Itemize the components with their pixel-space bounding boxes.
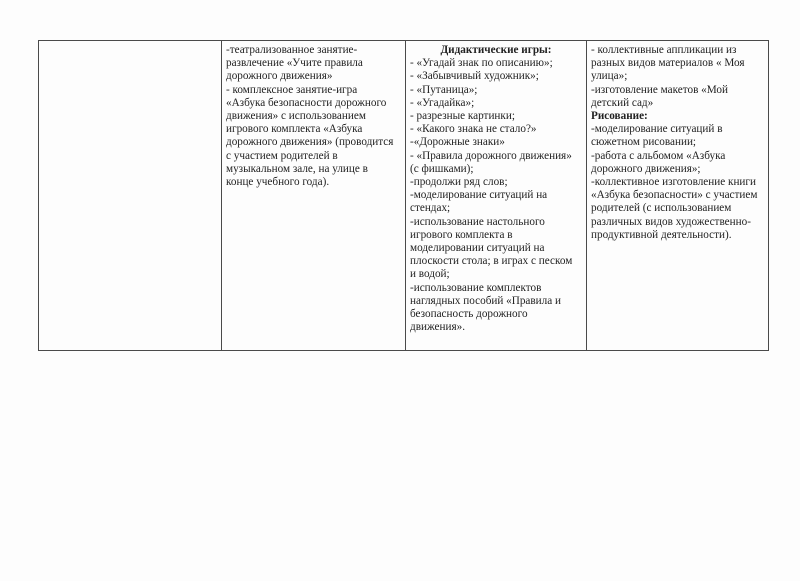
activity-table	[38, 40, 769, 351]
cell-text-col3	[410, 57, 582, 334]
text-line: -театрализованное занятие-	[226, 44, 358, 56]
text-line: -использование настольного	[410, 215, 545, 228]
text-line: «Азбука безопасности» с участием	[591, 189, 758, 202]
text-line: - «Правила дорожного движения»	[410, 149, 572, 162]
table-cell-col3	[406, 41, 587, 351]
table-row	[39, 41, 769, 351]
text-line: игрового комплекта в	[410, 228, 513, 241]
text-line: с участием родителей в	[226, 149, 338, 162]
text-line: «Азбука безопасности дорожного	[226, 96, 387, 109]
text-line: безопасность дорожного	[410, 308, 528, 321]
text-line: игрового комплекта «Азбука	[226, 123, 363, 136]
text-line: - «Угадай знак по описанию»;	[410, 57, 553, 70]
text-line: моделировании ситуаций на	[410, 242, 545, 255]
text-line: конце учебного года).	[226, 176, 330, 189]
didactic-games-heading: Дидактические игры:	[440, 44, 552, 56]
drawing-heading: Рисование:	[591, 110, 648, 123]
table-cell-col2	[222, 41, 406, 351]
text-line: сюжетном рисовании;	[591, 136, 697, 149]
text-line: (с фишками);	[410, 162, 474, 175]
text-line: различных видов художественно-	[591, 215, 751, 228]
text-line: -«Дорожные знаки»	[410, 136, 505, 149]
text-line: -работа с альбомом «Азбука	[591, 149, 726, 162]
text-line: плоскости стола; в играх с песком	[410, 255, 573, 268]
text-line: -моделирование ситуаций в	[591, 123, 723, 136]
cell-text-col4-a	[591, 44, 764, 110]
text-line: - коллективные аппликации из	[591, 44, 737, 56]
text-line: движения» с использованием	[226, 110, 366, 123]
text-line: - разрезные картинки;	[410, 110, 515, 123]
text-line: музыкальном зале, на улице в	[226, 162, 368, 175]
text-line: детский сад»	[591, 96, 654, 109]
text-line: разных видов материалов « Моя	[591, 57, 745, 70]
text-line: продуктивной деятельности).	[591, 228, 732, 241]
cell-text-col2	[226, 44, 401, 189]
text-line: родителей (с использованием	[591, 202, 732, 215]
text-line: дорожного движения» (проводится	[226, 136, 394, 149]
cell-text-col4-b	[591, 123, 764, 242]
text-line: наглядных пособий «Правила и	[410, 294, 562, 307]
text-line: движения».	[410, 321, 466, 334]
table-cell-col4	[587, 41, 769, 351]
text-line: -моделирование ситуаций на	[410, 189, 548, 202]
text-line: - «Путаница»;	[410, 83, 478, 96]
text-line: стендах;	[410, 202, 451, 215]
text-line: улица»;	[591, 70, 628, 83]
text-line: дорожного движения»	[226, 70, 333, 83]
text-line: -изготовление макетов «Мой	[591, 83, 728, 96]
text-line: и водой;	[410, 268, 450, 281]
text-line: -продолжи ряд слов;	[410, 176, 508, 189]
text-line: - «Забывчивый художник»;	[410, 70, 539, 83]
text-line: -коллективное изготовление книги	[591, 176, 756, 189]
text-line: - комплексное занятие-игра	[226, 83, 358, 96]
text-line: - «Какого знака не стало?»	[410, 123, 537, 136]
text-line: развлечение «Учите правила	[226, 57, 363, 70]
table-cell-col1	[39, 41, 222, 351]
text-line: -использование комплектов	[410, 281, 542, 294]
text-line: - «Угадайка»;	[410, 96, 475, 109]
text-line: дорожного движения»;	[591, 162, 701, 175]
